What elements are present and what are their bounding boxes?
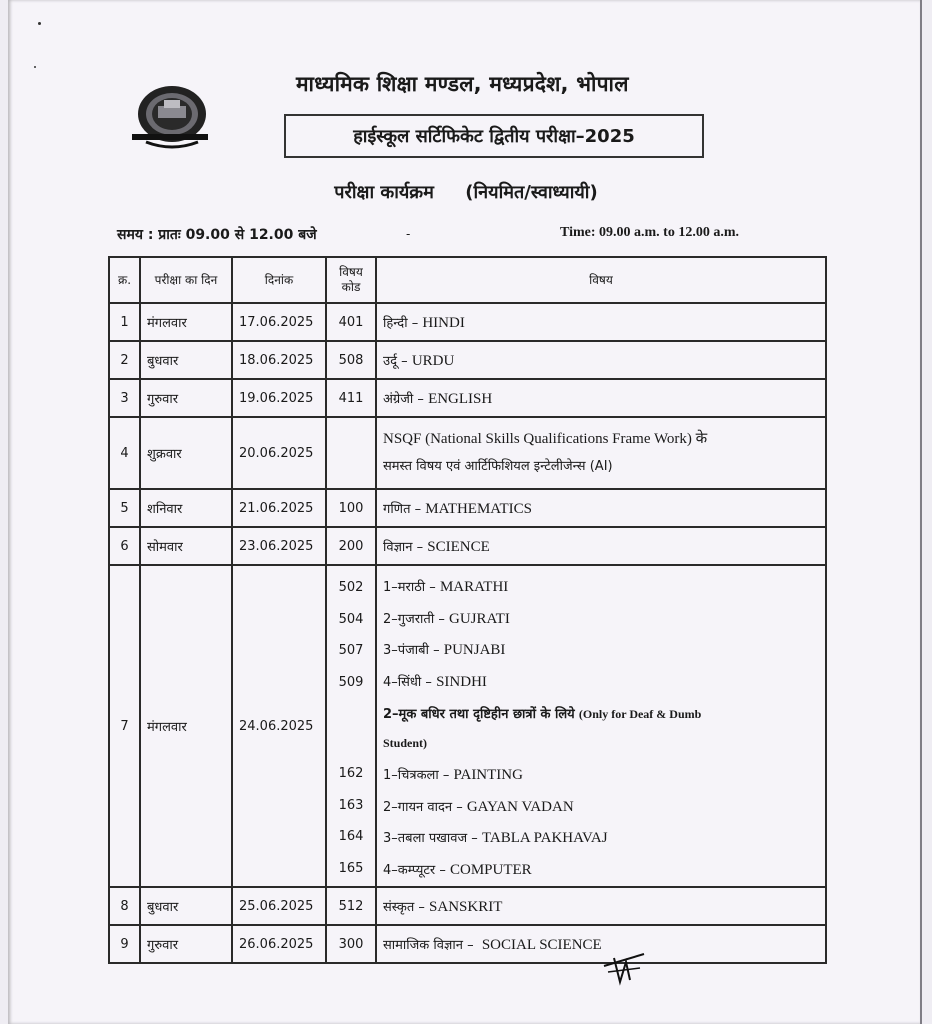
row-code: 411 (326, 379, 376, 417)
subject-hindi: सामाजिक विज्ञान – (383, 937, 474, 953)
table-row (109, 887, 826, 925)
subject-english: MARATHI (439, 579, 509, 595)
table-row (109, 341, 826, 379)
deaf-dumb-note (383, 698, 819, 760)
subject-hindi: 3–पंजाबी – (383, 643, 440, 658)
subject-code: 504 (338, 611, 364, 627)
row-date: 25.06.2025 (232, 887, 326, 925)
table-row (109, 565, 826, 887)
subject-hindi: अंग्रेजी – (383, 391, 424, 407)
row-date: 20.06.2025 (232, 417, 326, 489)
row-subject (376, 379, 826, 417)
row-code: 508 (326, 341, 376, 379)
row-subject (376, 527, 826, 565)
table-row (109, 303, 826, 341)
header-code: विषय कोड (326, 257, 376, 303)
list-item (383, 760, 819, 792)
list-item (383, 667, 819, 699)
row-date: 21.06.2025 (232, 489, 326, 527)
row-subject (376, 489, 826, 527)
subject-code: 165 (338, 860, 364, 876)
row-code: 300 (326, 925, 376, 963)
row-subject (376, 341, 826, 379)
row-day: शुक्रवार (140, 417, 232, 489)
subject-english: SOCIAL SCIENCE (481, 936, 602, 953)
board-seal-icon (128, 84, 208, 150)
table-row (109, 489, 826, 527)
time-english: Time: 09.00 a.m. to 12.00 a.m. (560, 225, 739, 240)
row-date: 24.06.2025 (232, 565, 326, 887)
row-sno: 3 (109, 379, 140, 417)
row-sno: 9 (109, 925, 140, 963)
row-subject (376, 887, 826, 925)
row-code (326, 417, 376, 489)
subject-english: PAINTING (453, 767, 523, 783)
list-item (383, 823, 819, 855)
table-row (109, 925, 826, 963)
program-label: परीक्षा कार्यक्रम (334, 182, 434, 203)
subject-english: COMPUTER (450, 861, 532, 878)
row-day: बुधवार (140, 341, 232, 379)
row-subject (376, 417, 826, 489)
table-row (109, 417, 826, 489)
subject-code: 509 (338, 674, 364, 690)
subject-hindi: गणित – (383, 501, 422, 517)
subject-english: SANSKRIT (429, 898, 503, 915)
row-date: 23.06.2025 (232, 527, 326, 565)
subject-hindi: 4–कम्प्यूटर – (383, 862, 446, 878)
program-type: (नियमित/स्वाध्यायी) (465, 182, 598, 203)
subject-hindi: विज्ञान – (383, 539, 424, 555)
subject-english: GAYAN VADAN (466, 798, 574, 815)
table-row (109, 379, 826, 417)
signature-mark (600, 948, 650, 988)
header-day: परीक्षा का दिन (140, 257, 232, 303)
subject-code: 507 (338, 643, 364, 658)
speck (34, 66, 36, 68)
row-subjects (376, 565, 826, 887)
board-title: माध्यमिक शिक्षा मण्डल, मध्यप्रदेश, भोपाल (296, 72, 629, 96)
program-heading (0, 180, 932, 204)
exam-title: हाईस्कूल सर्टिफिकेट द्वितीय परीक्षा–2025 (284, 114, 704, 158)
subject-line-2: समस्त विषय एवं आर्टिफिशियल इन्टेलीजेन्स (AI) (383, 459, 613, 474)
subject-hindi: संस्कृत – (383, 899, 425, 915)
subject-hindi: 2–गुजराती – (383, 611, 445, 627)
subject-line-1: NSQF (National Skills Qualifications Frame Work) के (383, 431, 708, 447)
row-sno: 1 (109, 303, 140, 341)
row-code: 512 (326, 887, 376, 925)
subject-english: GUJRATI (448, 610, 510, 627)
subject-code: 164 (338, 829, 364, 844)
subject-hindi: 1–चित्रकला – (383, 768, 450, 783)
row-day: गुरुवार (140, 925, 232, 963)
subject-english: SCIENCE (427, 538, 490, 555)
exam-schedule-table (108, 256, 827, 964)
row-day: सोमवार (140, 527, 232, 565)
row-sno: 5 (109, 489, 140, 527)
subject-code: 502 (338, 580, 364, 595)
note-english: (Only for Deaf & Dumb (578, 707, 702, 721)
row-code: 401 (326, 303, 376, 341)
subject-english: MATHEMATICS (425, 500, 532, 517)
subject-code: 162 (338, 766, 364, 781)
row-code: 100 (326, 489, 376, 527)
note-english-cont: Student) (383, 736, 428, 750)
speck (38, 22, 41, 25)
table-row (109, 527, 826, 565)
row-sno: 4 (109, 417, 140, 489)
list-item (383, 855, 819, 887)
header-sno: क्र. (109, 257, 140, 303)
row-day: गुरुवार (140, 379, 232, 417)
row-sno: 2 (109, 341, 140, 379)
subject-english: URDU (411, 352, 455, 369)
subject-hindi: 3–तबला पखावज – (383, 831, 478, 846)
row-day: बुधवार (140, 887, 232, 925)
table-header-row (109, 257, 826, 303)
subject-english: PUNJABI (443, 642, 506, 658)
subject-english: SINDHI (436, 673, 487, 690)
row-day: मंगलवार (140, 565, 232, 887)
row-sno: 7 (109, 565, 140, 887)
row-date: 19.06.2025 (232, 379, 326, 417)
subject-hindi: हिन्दी – (383, 315, 419, 331)
dash-mark: - (406, 227, 411, 241)
row-codes (326, 565, 376, 887)
subject-hindi: उर्दू – (383, 353, 408, 369)
time-hindi: समय : प्रातः 09.00 से 12.00 बजे (117, 227, 317, 243)
row-date: 17.06.2025 (232, 303, 326, 341)
page-edge (920, 0, 922, 1024)
subject-english: HINDI (422, 314, 465, 331)
subject-english: TABLA PAKHAVAJ (481, 830, 608, 846)
list-item (383, 604, 819, 636)
row-date: 18.06.2025 (232, 341, 326, 379)
row-code: 200 (326, 527, 376, 565)
row-sno: 6 (109, 527, 140, 565)
row-day: मंगलवार (140, 303, 232, 341)
header-date: दिनांक (232, 257, 326, 303)
header-subject: विषय (376, 257, 826, 303)
subject-hindi: 4–सिंधी – (383, 674, 432, 690)
list-item (383, 792, 819, 824)
subject-english: ENGLISH (428, 390, 493, 407)
row-date: 26.06.2025 (232, 925, 326, 963)
subject-hindi: 1–मराठी – (383, 580, 436, 595)
row-sno: 8 (109, 887, 140, 925)
row-day: शनिवार (140, 489, 232, 527)
code-spacer (333, 698, 369, 758)
list-item (383, 635, 819, 667)
subject-hindi: 2–गायन वादन – (383, 799, 463, 815)
list-item (383, 572, 819, 604)
row-subject (376, 303, 826, 341)
note-hindi: 2–मूक बधिर तथा दृष्टिहीन छात्रों के लिये (383, 707, 575, 722)
subject-code: 163 (338, 797, 364, 813)
